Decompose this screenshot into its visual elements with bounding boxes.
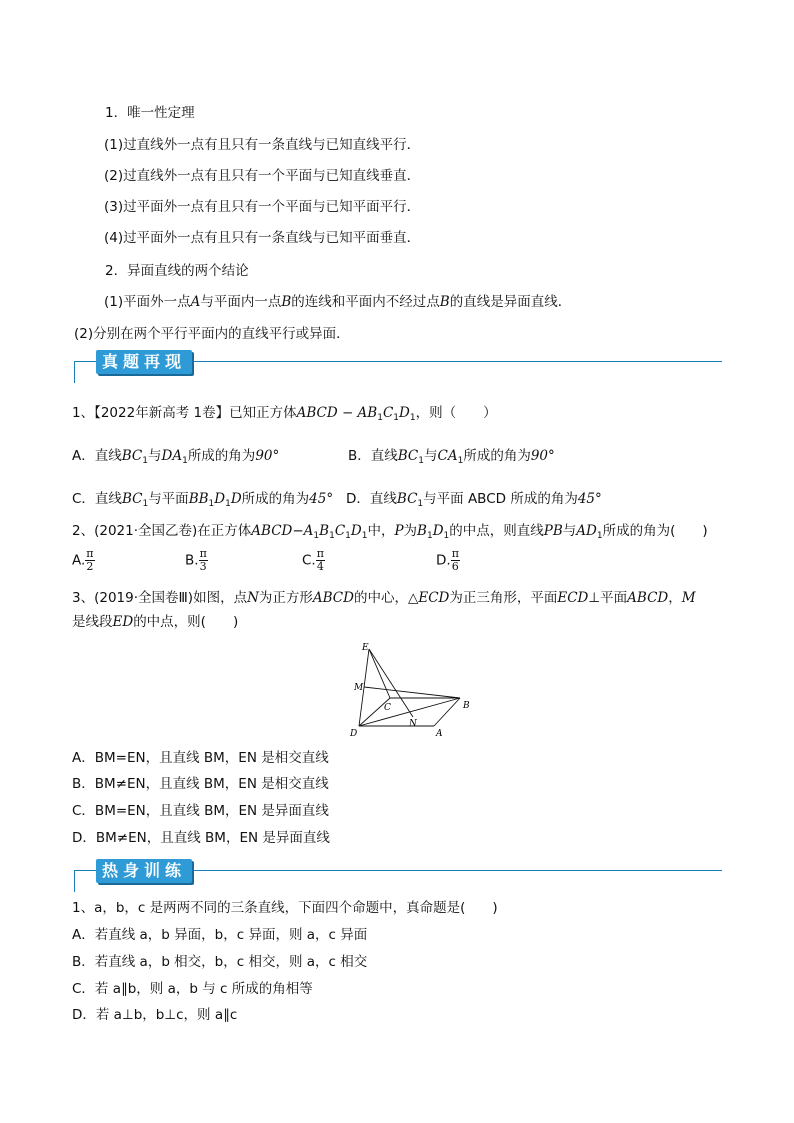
label-E: E — [362, 643, 369, 653]
theorem-2: (2)过直线外一点有且只有一个平面与已知直线垂直． — [104, 168, 421, 184]
conclusion-1: (1)平面外一点A与平面内一点B的连线和平面内不经过点B的直线是异面直线． — [104, 294, 572, 310]
label-D: D — [350, 729, 358, 739]
q2-option-a[interactable]: A. $\frac{\pi}{2}$ — [72, 547, 94, 573]
q3-stem-line2: 是线段ED的中点，则( ) — [72, 614, 239, 630]
q2-option-c[interactable]: C. $\frac{\pi}{4}$ — [302, 547, 324, 573]
q2-option-b[interactable]: B. $\frac{\pi}{3}$ — [185, 547, 207, 573]
q1-stem: 1、【2022年新高考 1卷】已知正方体ABCD − $AB_1C_1D_1$，则（ ） — [72, 405, 497, 423]
q1-option-c[interactable]: C．直线$BC_1$与平面$BB_1D_1D$所成的角为45° — [72, 491, 334, 509]
section-title-real-questions: 真题再现 — [96, 350, 192, 374]
q4-option-d[interactable]: D．若 a⊥b，b⊥c，则 a∥c — [72, 1007, 238, 1023]
q2-option-d[interactable]: D. $\frac{\pi}{6}$ — [436, 547, 459, 573]
q1-option-d[interactable]: D．直线$BC_1$与平面 ABCD 所成的角为45° — [346, 491, 602, 509]
q3-stem-line1: 3、(2019·全国卷Ⅲ)如图，点N为正方形ABCD的中心，△ECD为正三角形，平面ECD⊥平面ABCD，M — [72, 590, 696, 606]
q2-stem: 2、(2021·全国乙卷)在正方体$ABCD-A_1B_1C_1D_1$中，P为$B_1D_1$的中点，则直线PB与$AD_1$所成的角为( ) — [72, 523, 708, 541]
label-C: C — [384, 703, 391, 713]
q3-option-c[interactable]: C．BM=EN，且直线 BM，EN 是异面直线 — [72, 803, 329, 819]
label-M: M — [354, 683, 364, 693]
q3-option-b[interactable]: B．BM≠EN，且直线 BM，EN 是相交直线 — [72, 776, 329, 792]
theorem-1: (1)过直线外一点有且只有一条直线与已知直线平行． — [104, 137, 421, 153]
section-divider-vertical — [74, 361, 75, 383]
label-N: N — [409, 719, 417, 729]
q4-option-c[interactable]: C．若 a∥b，则 a，b 与 c 所成的角相等 — [72, 981, 313, 997]
edge-EC — [369, 649, 390, 698]
q4-stem: 1、a，b，c 是两两不同的三条直线，下面四个命题中，真命题是( ) — [72, 900, 498, 916]
q4-option-b[interactable]: B．若直线 a，b 相交，b，c 相交，则 a，c 相交 — [72, 954, 368, 970]
theorem-4: (4)过平面外一点有且只有一条直线与已知平面垂直． — [104, 230, 421, 246]
q3-option-a[interactable]: A．BM=EN，且直线 BM，EN 是相交直线 — [72, 750, 329, 766]
edge-MB — [364, 687, 460, 698]
q3-option-d[interactable]: D．BM≠EN，且直线 BM，EN 是异面直线 — [72, 830, 330, 846]
section-title-warmup: 热身训练 — [96, 859, 192, 883]
edge-AB — [434, 698, 460, 726]
edge-EN — [369, 649, 413, 717]
q4-option-a[interactable]: A．若直线 a，b 异面，b，c 异面，则 a，c 异面 — [72, 927, 368, 943]
conclusion-2: (2)分别在两个平行平面内的直线平行或异面． — [74, 326, 350, 342]
theorem-3: (3)过平面外一点有且只有一个平面与已知平面平行． — [104, 199, 421, 215]
section-divider-vertical-2 — [74, 870, 75, 892]
label-B: B — [463, 701, 470, 711]
conclusion-title: 2．异面直线的两个结论 — [105, 263, 249, 279]
q3-figure — [345, 640, 480, 740]
theorem-title-1: 1．唯一性定理 — [105, 105, 195, 121]
label-A: A — [436, 729, 443, 739]
q1-option-b[interactable]: B．直线$BC_1$与$CA_1$所成的角为90° — [348, 448, 555, 466]
q1-option-a[interactable]: A．直线$BC_1$与$DA_1$所成的角为90° — [72, 448, 280, 466]
